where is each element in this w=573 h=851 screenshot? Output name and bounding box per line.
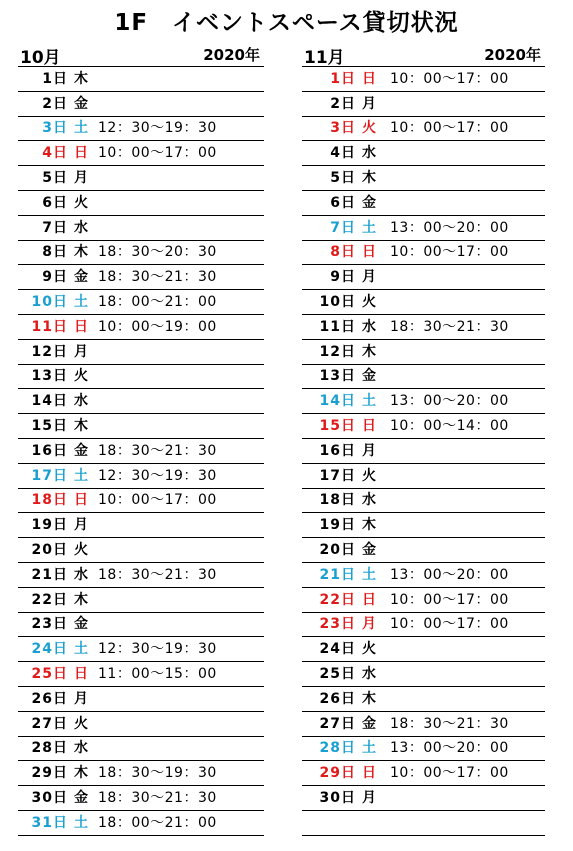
weekday: 月 xyxy=(362,790,376,806)
booking-time: 10：00〜17：00 xyxy=(390,70,509,87)
weekday: 月 xyxy=(362,95,376,112)
weekday: 土 xyxy=(74,641,88,658)
october-column xyxy=(18,46,264,836)
weekday: 金 xyxy=(362,194,376,211)
day-number: 21日 xyxy=(31,566,68,583)
schedule-row xyxy=(302,662,545,687)
booking-time: 18：30〜21：30 xyxy=(390,715,509,732)
weekday: 水 xyxy=(74,740,88,757)
weekday: 火 xyxy=(74,194,88,211)
booking-time: 18：00〜21：00 xyxy=(98,814,217,831)
day-number: 25日 xyxy=(319,666,356,683)
day-number: 9日 xyxy=(330,269,356,286)
day-number: 17日 xyxy=(319,467,356,484)
weekday: 土 xyxy=(362,219,376,236)
weekday: 木 xyxy=(74,244,88,261)
day-number: 15日 xyxy=(319,418,356,435)
day-number: 5日 xyxy=(42,170,68,187)
day-number: 30日 xyxy=(319,790,356,806)
weekday: 火 xyxy=(362,120,376,137)
schedule-row xyxy=(302,811,545,836)
november-header xyxy=(302,46,545,67)
weekday: 水 xyxy=(362,145,376,162)
day-number: 26日 xyxy=(31,690,68,707)
schedule-row xyxy=(302,191,545,216)
weekday: 土 xyxy=(362,740,376,757)
schedule-row xyxy=(18,290,264,315)
booking-time: 12：30〜19：30 xyxy=(98,120,217,137)
weekday: 土 xyxy=(74,120,88,137)
day-number: 1日 xyxy=(330,70,356,87)
weekday: 火 xyxy=(362,467,376,484)
schedule-row xyxy=(302,340,545,365)
month-label: 10月 xyxy=(20,48,61,68)
weekday: 水 xyxy=(74,566,88,583)
schedule-row xyxy=(18,811,264,836)
schedule-row xyxy=(18,315,264,340)
booking-time: 10：00〜17：00 xyxy=(98,145,217,162)
schedule-row xyxy=(18,613,264,638)
november-column xyxy=(302,46,545,836)
booking-time: 10：00〜17：00 xyxy=(98,492,217,509)
day-number: 8日 xyxy=(42,244,68,261)
schedule-row xyxy=(302,389,545,414)
weekday: 水 xyxy=(362,318,376,335)
schedule-row xyxy=(18,67,264,92)
day-number: 11日 xyxy=(319,318,356,335)
day-number: 11日 xyxy=(31,318,68,335)
november-schedule-list xyxy=(302,67,545,836)
weekday: 木 xyxy=(74,591,88,608)
schedule-row xyxy=(18,737,264,762)
year-label: 2020年 xyxy=(203,46,260,64)
schedule-row xyxy=(302,290,545,315)
weekday: 金 xyxy=(362,368,376,385)
schedule-row xyxy=(18,637,264,662)
schedule-row xyxy=(302,117,545,142)
schedule-row xyxy=(302,241,545,266)
day-number: 20日 xyxy=(31,542,68,559)
weekday: 金 xyxy=(74,95,88,112)
booking-time: 10：00〜17：00 xyxy=(390,120,509,137)
booking-time: 10：00〜17：00 xyxy=(390,591,509,608)
schedule-row xyxy=(18,166,264,191)
schedule-row xyxy=(18,191,264,216)
weekday: 日 xyxy=(362,70,376,87)
schedule-row xyxy=(302,737,545,762)
schedule-row xyxy=(302,687,545,712)
schedule-row xyxy=(18,340,264,365)
booking-time: 18：30〜21：30 xyxy=(98,566,217,583)
day-number: 14日 xyxy=(31,393,68,410)
schedule-row xyxy=(18,662,264,687)
schedule-row xyxy=(18,786,264,811)
day-number: 7日 xyxy=(330,219,356,236)
weekday: 月 xyxy=(74,517,88,534)
schedule-row xyxy=(302,141,545,166)
schedule-row xyxy=(302,216,545,241)
weekday: 水 xyxy=(362,666,376,683)
day-number: 4日 xyxy=(42,145,68,162)
day-number: 21日 xyxy=(319,566,356,583)
schedule-row xyxy=(302,67,545,92)
schedule-row xyxy=(18,265,264,290)
day-number: 13日 xyxy=(319,368,356,385)
day-number: 6日 xyxy=(42,194,68,211)
weekday: 月 xyxy=(362,269,376,286)
weekday: 月 xyxy=(74,170,88,187)
day-number: 2日 xyxy=(42,95,68,112)
day-number: 17日 xyxy=(31,467,68,484)
weekday: 水 xyxy=(74,393,88,410)
booking-time: 18：30〜19：30 xyxy=(98,765,217,782)
day-number: 29日 xyxy=(319,765,356,782)
day-number: 19日 xyxy=(31,517,68,534)
schedule-row xyxy=(18,513,264,538)
weekday: 火 xyxy=(74,542,88,559)
schedule-row xyxy=(302,786,545,811)
schedule-row xyxy=(18,464,264,489)
october-header xyxy=(18,46,264,67)
day-number: 30日 xyxy=(31,790,68,806)
schedule-row xyxy=(18,241,264,266)
schedule-row xyxy=(302,414,545,439)
weekday: 金 xyxy=(74,616,88,633)
day-number: 23日 xyxy=(31,616,68,633)
schedule-row xyxy=(302,265,545,290)
page-title: 1F イベントスペース貸切状況 xyxy=(114,10,459,36)
weekday: 金 xyxy=(74,269,88,286)
schedule-row xyxy=(302,761,545,786)
booking-time: 18：30〜21：30 xyxy=(98,442,217,459)
day-number: 26日 xyxy=(319,690,356,707)
weekday: 火 xyxy=(74,715,88,732)
weekday: 水 xyxy=(74,219,88,236)
day-number: 15日 xyxy=(31,418,68,435)
day-number: 31日 xyxy=(31,814,68,831)
weekday: 月 xyxy=(74,690,88,707)
schedule-row xyxy=(302,166,545,191)
weekday: 日 xyxy=(362,591,376,608)
october-schedule-list xyxy=(18,67,264,836)
day-number: 24日 xyxy=(31,641,68,658)
schedule-row xyxy=(302,613,545,638)
weekday: 木 xyxy=(362,170,376,187)
day-number: 2日 xyxy=(330,95,356,112)
day-number: 29日 xyxy=(31,765,68,782)
weekday: 木 xyxy=(74,70,88,87)
schedule-row xyxy=(302,464,545,489)
day-number: 9日 xyxy=(42,269,68,286)
weekday: 木 xyxy=(362,690,376,707)
weekday: 木 xyxy=(74,418,88,435)
booking-time: 10：00〜17：00 xyxy=(390,616,509,633)
schedule-row xyxy=(18,687,264,712)
booking-time: 12：30〜19：30 xyxy=(98,641,217,658)
weekday: 木 xyxy=(362,517,376,534)
schedule-row xyxy=(18,489,264,514)
schedule-row xyxy=(302,513,545,538)
schedule-row xyxy=(302,92,545,117)
schedule-row xyxy=(18,365,264,390)
schedule-row xyxy=(302,315,545,340)
weekday: 日 xyxy=(74,145,88,162)
schedule-row xyxy=(302,489,545,514)
weekday: 日 xyxy=(362,418,376,435)
weekday: 火 xyxy=(74,368,88,385)
weekday: 日 xyxy=(362,765,376,782)
schedule-row xyxy=(302,712,545,737)
booking-time: 18：30〜20：30 xyxy=(98,244,217,261)
day-number: 23日 xyxy=(319,616,356,633)
booking-time: 10：00〜14：00 xyxy=(390,418,509,435)
schedule-row xyxy=(18,563,264,588)
booking-time: 10：00〜17：00 xyxy=(390,244,509,261)
day-number: 28日 xyxy=(31,740,68,757)
schedule-row xyxy=(18,92,264,117)
day-number: 20日 xyxy=(319,542,356,559)
day-number: 24日 xyxy=(319,641,356,658)
schedule-row xyxy=(302,365,545,390)
schedule-row xyxy=(18,216,264,241)
day-number: 6日 xyxy=(330,194,356,211)
schedule-row xyxy=(18,588,264,613)
weekday: 土 xyxy=(74,467,88,484)
schedule-row xyxy=(302,588,545,613)
weekday: 日 xyxy=(74,318,88,335)
year-label: 2020年 xyxy=(484,46,541,64)
weekday: 日 xyxy=(362,244,376,261)
weekday: 金 xyxy=(74,790,88,806)
day-number: 27日 xyxy=(31,715,68,732)
weekday: 日 xyxy=(74,492,88,509)
day-number: 18日 xyxy=(31,492,68,509)
booking-time: 13：00〜20：00 xyxy=(390,740,509,757)
day-number: 3日 xyxy=(42,120,68,137)
schedule-row xyxy=(302,538,545,563)
booking-time: 12：30〜19：30 xyxy=(98,467,217,484)
day-number: 19日 xyxy=(319,517,356,534)
day-number: 12日 xyxy=(31,343,68,360)
weekday: 水 xyxy=(362,492,376,509)
weekday: 土 xyxy=(74,294,88,311)
weekday: 月 xyxy=(74,343,88,360)
weekday: 金 xyxy=(362,715,376,732)
day-number: 10日 xyxy=(319,294,356,311)
weekday: 土 xyxy=(74,814,88,831)
schedule-row xyxy=(18,117,264,142)
day-number: 12日 xyxy=(319,343,356,360)
day-number: 16日 xyxy=(319,442,356,459)
month-label: 11月 xyxy=(304,48,345,68)
day-number: 22日 xyxy=(31,591,68,608)
booking-time: 10：00〜17：00 xyxy=(390,765,509,782)
schedule-row xyxy=(18,712,264,737)
schedule-row xyxy=(18,141,264,166)
weekday: 月 xyxy=(362,442,376,459)
weekday: 火 xyxy=(362,294,376,311)
day-number: 22日 xyxy=(319,591,356,608)
day-number: 5日 xyxy=(330,170,356,187)
booking-time: 18：30〜21：30 xyxy=(98,269,217,286)
day-number: 16日 xyxy=(31,442,68,459)
weekday: 月 xyxy=(362,616,376,633)
booking-time: 18：00〜21：00 xyxy=(98,294,217,311)
weekday: 金 xyxy=(362,542,376,559)
booking-time: 18：30〜21：30 xyxy=(390,318,509,335)
schedule-row xyxy=(302,439,545,464)
weekday: 木 xyxy=(74,765,88,782)
day-number: 28日 xyxy=(319,740,356,757)
day-number: 18日 xyxy=(319,492,356,509)
booking-time: 13：00〜20：00 xyxy=(390,566,509,583)
schedule-row xyxy=(18,439,264,464)
day-number: 14日 xyxy=(319,393,356,410)
booking-time: 13：00〜20：00 xyxy=(390,393,509,410)
weekday: 火 xyxy=(362,641,376,658)
weekday: 木 xyxy=(362,343,376,360)
schedule-row xyxy=(18,761,264,786)
day-number: 1日 xyxy=(42,70,68,87)
day-number: 27日 xyxy=(319,715,356,732)
schedule-row xyxy=(302,637,545,662)
booking-time: 11：00〜15：00 xyxy=(98,666,217,683)
booking-time: 13：00〜20：00 xyxy=(390,219,509,236)
schedule-row xyxy=(18,538,264,563)
day-number: 8日 xyxy=(330,244,356,261)
weekday: 土 xyxy=(362,393,376,410)
booking-time: 10：00〜19：00 xyxy=(98,318,217,335)
booking-time: 18：30〜21：30 xyxy=(98,790,217,806)
day-number: 7日 xyxy=(42,219,68,236)
schedule-row xyxy=(18,414,264,439)
weekday: 金 xyxy=(74,442,88,459)
schedule-row xyxy=(302,563,545,588)
day-number: 10日 xyxy=(31,294,68,311)
schedule-row xyxy=(18,389,264,414)
weekday: 土 xyxy=(362,566,376,583)
day-number: 25日 xyxy=(31,666,68,683)
weekday: 日 xyxy=(74,666,88,683)
day-number: 3日 xyxy=(330,120,356,137)
day-number: 4日 xyxy=(330,145,356,162)
day-number: 13日 xyxy=(31,368,68,385)
